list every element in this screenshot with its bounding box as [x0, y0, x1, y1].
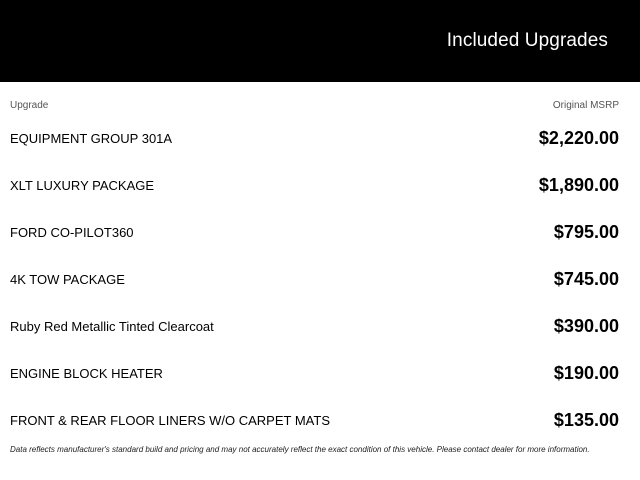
upgrade-price: $390.00 [553, 316, 619, 336]
upgrade-price: $2,220.00 [538, 128, 619, 148]
upgrade-name: FRONT & REAR FLOOR LINERS W/O CARPET MATS [10, 413, 330, 428]
upgrade-price: $190.00 [553, 363, 619, 383]
upgrades-table [0, 82, 640, 447]
upgrade-name: Ruby Red Metallic Tinted Clearcoat [10, 319, 214, 334]
disclaimer-text: Data reflects manufacturer's standard build and pricing and may not accurately reflect the exact condition of this vehicle. Please contact dealer for more information. [10, 445, 590, 454]
table-row [0, 165, 640, 212]
upgrade-price: $1,890.00 [538, 175, 619, 195]
page-title: Included Upgrades [446, 30, 608, 51]
table-row [0, 259, 640, 306]
upgrade-price: $135.00 [553, 410, 619, 430]
upgrade-price: $745.00 [553, 269, 619, 289]
upgrade-name: XLT LUXURY PACKAGE [10, 178, 155, 193]
table-row [0, 212, 640, 259]
upgrade-name: EQUIPMENT GROUP 301A [10, 131, 173, 146]
table-row [0, 118, 640, 165]
upgrade-name: ENGINE BLOCK HEATER [10, 366, 163, 381]
table-header [0, 82, 640, 118]
table-row [0, 306, 640, 353]
upgrade-price: $795.00 [553, 222, 619, 242]
upgrade-name: 4K TOW PACKAGE [10, 272, 125, 287]
column-header-upgrade: Upgrade [10, 100, 49, 111]
table-row [0, 400, 640, 447]
header-bar [0, 0, 640, 82]
column-header-msrp: Original MSRP [552, 100, 619, 111]
table-row [0, 353, 640, 400]
upgrade-name: FORD CO-PILOT360 [10, 225, 134, 240]
